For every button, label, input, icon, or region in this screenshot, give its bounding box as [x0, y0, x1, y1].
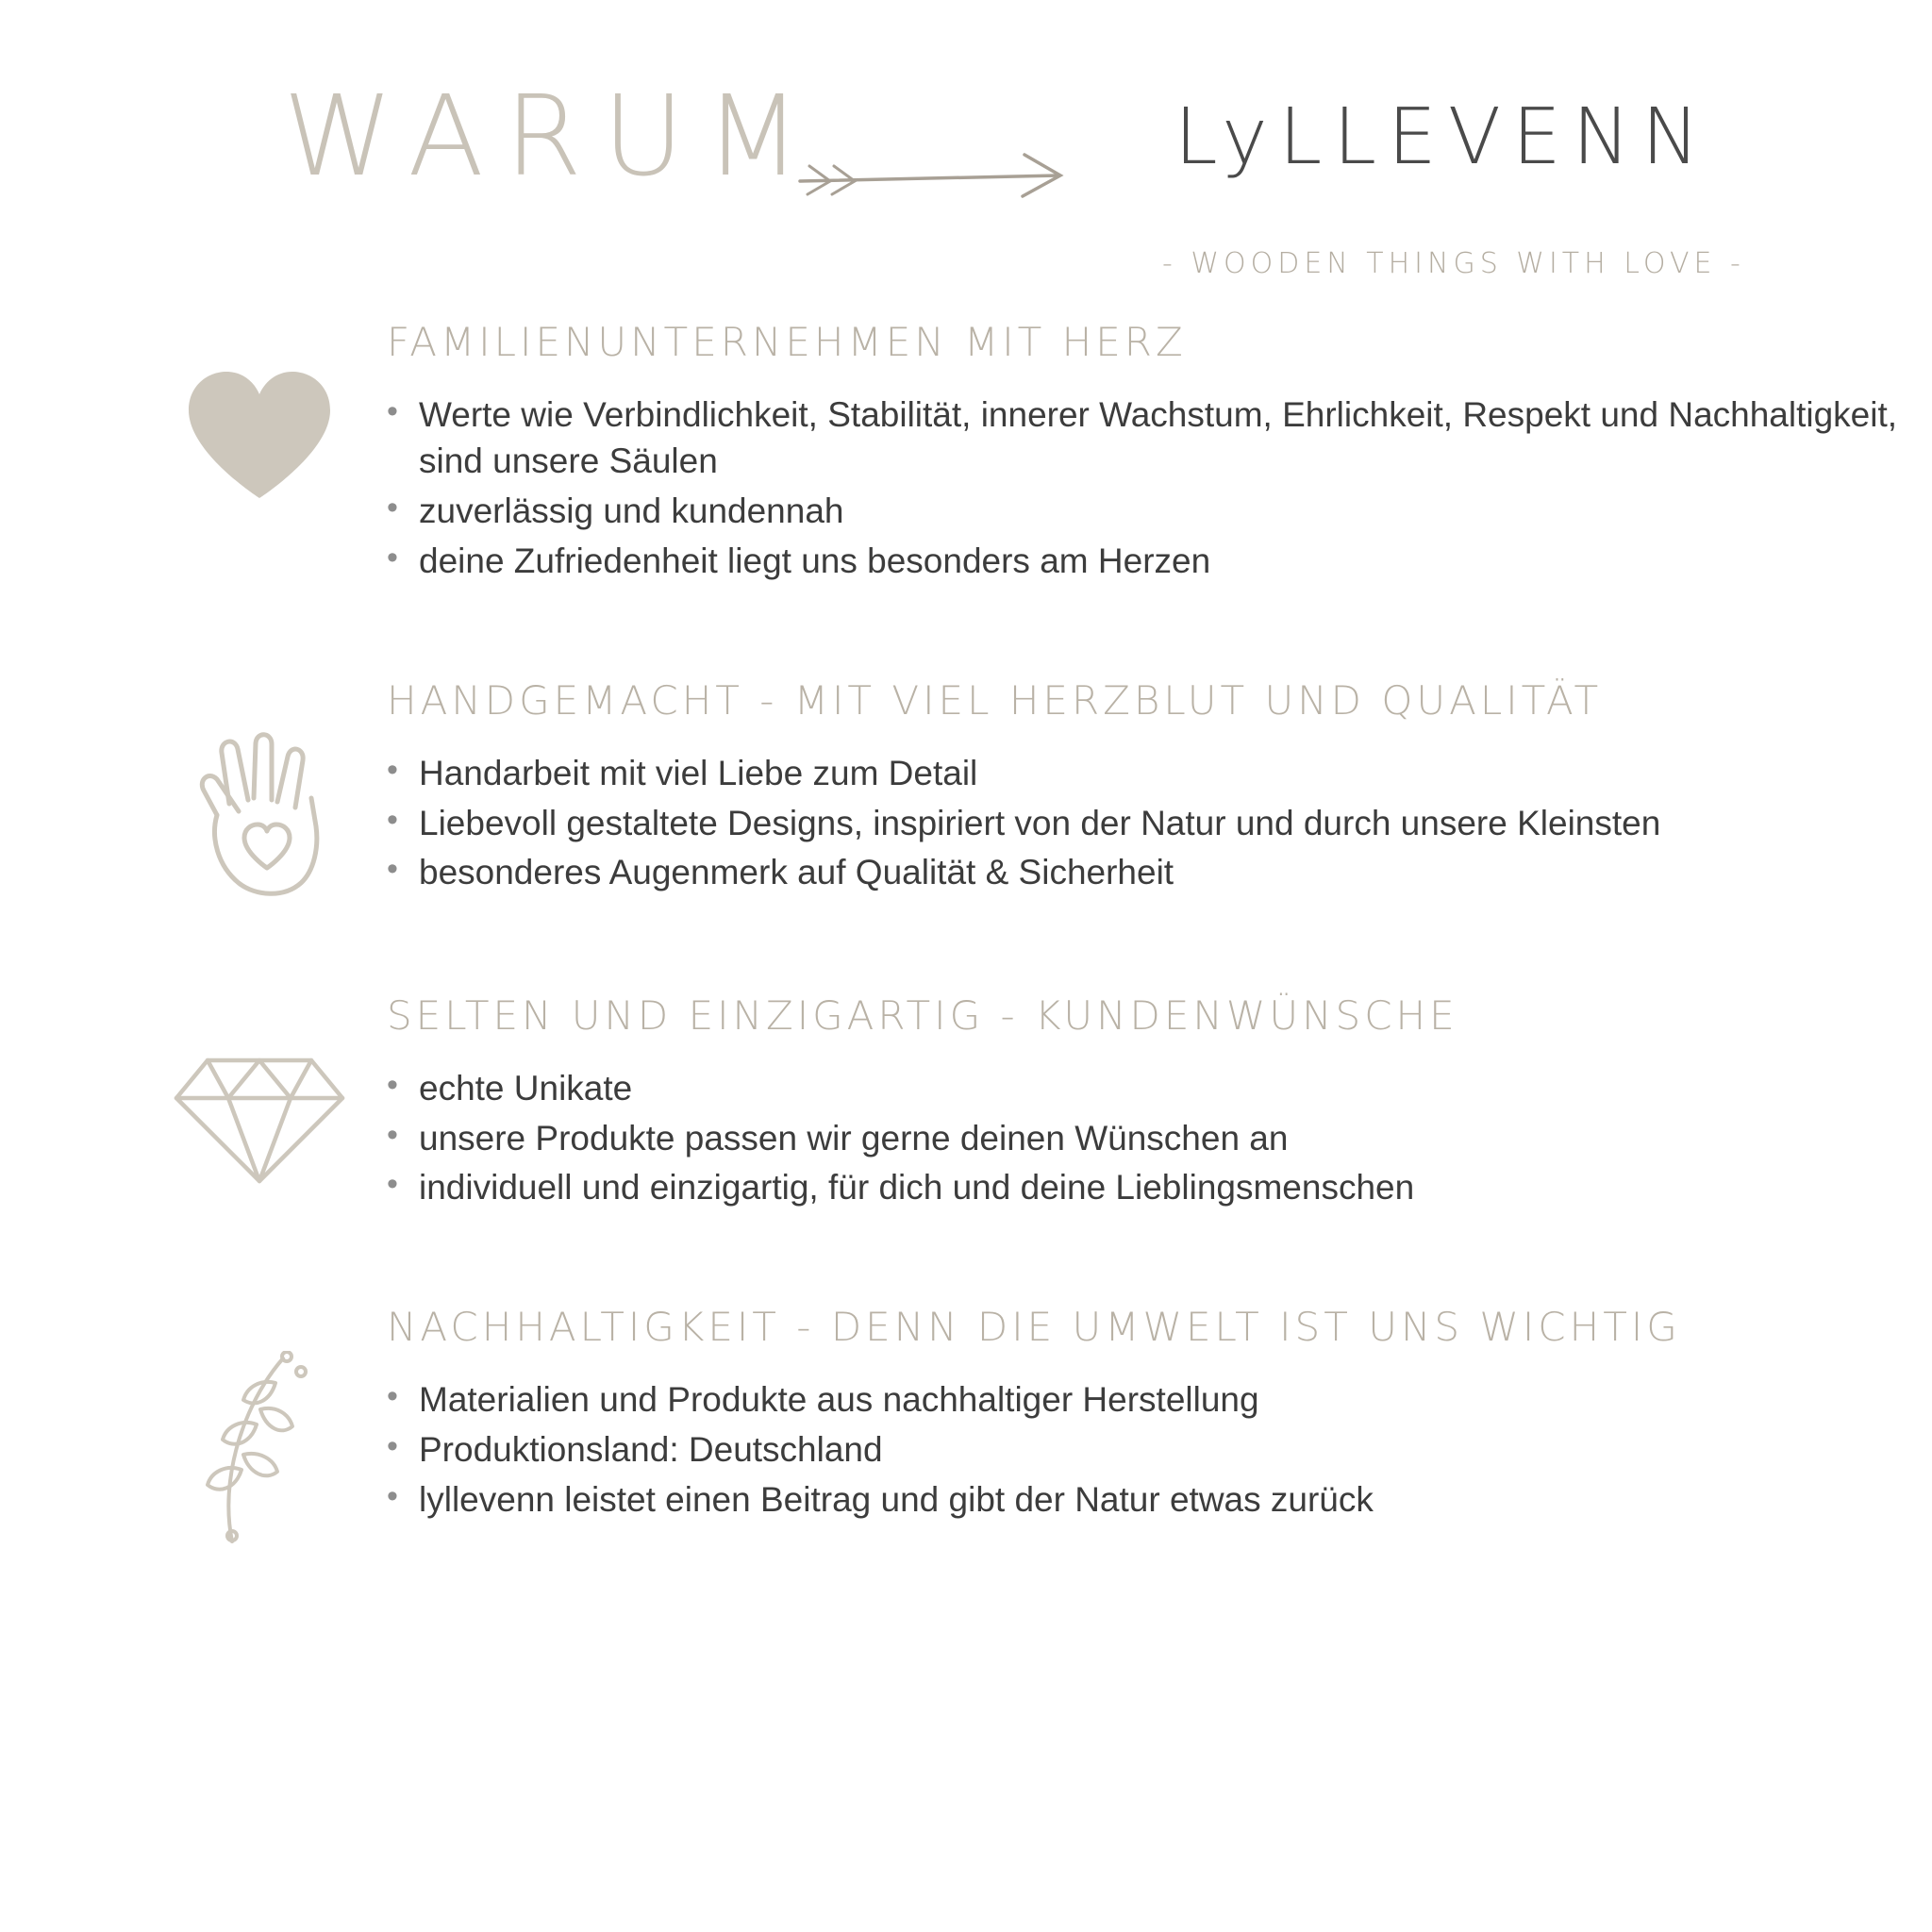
list-item: • Liebevoll gestaltete Designs, inspiriert von der Natur und durch unsere Kleinsten — [387, 801, 1932, 847]
brand-name: LyLLEVENN — [1174, 92, 1711, 182]
section-title: NACHHALTIGKEIT - DENN DIE UMWELT IST UNS WICHTIG — [387, 1304, 1681, 1351]
section-family-text — [377, 321, 1932, 589]
section-handmade-text — [377, 676, 1932, 901]
section-bullets — [387, 751, 1932, 896]
section-sustainability — [0, 1306, 1932, 1549]
section-bullets — [387, 1377, 1932, 1523]
section-title: FAMILIENUNTERNEHMEN MIT HERZ — [387, 319, 1187, 365]
section-unique-text — [377, 991, 1932, 1216]
brand-tagline: - WOODEN THINGS WITH LOVE - — [1162, 247, 1745, 280]
list-item: • Werte wie Verbindlichkeit, Stabilität, innerer Wachstum, Ehrlichkeit, Respekt und Nachhaltigkeit, sind unsere Säulen — [387, 392, 1932, 485]
section-handmade — [0, 676, 1932, 904]
section-bullets — [387, 392, 1932, 584]
list-item: • lyllevenn leistet einen Beitrag und gibt der Natur etwas zurück — [387, 1477, 1932, 1524]
section-bullets — [387, 1066, 1932, 1211]
list-item: • deine Zufriedenheit liegt uns besonders am Herzen — [387, 539, 1932, 585]
list-item: • echte Unikate — [387, 1066, 1932, 1112]
sections-list — [0, 321, 1932, 1549]
leaf-branch-icon — [142, 1306, 377, 1549]
section-title: HANDGEMACHT - MIT VIEL HERZBLUT UND QUALITÄT — [387, 676, 1603, 724]
list-item: • zuverlässig und kundennah — [387, 489, 1932, 535]
list-item: • Handarbeit mit viel Liebe zum Detail — [387, 751, 1932, 797]
list-item: • unsere Produkte passen wir gerne deinen Wünschen an — [387, 1116, 1932, 1162]
list-item: • besonderes Augenmerk auf Qualität & Sicherheit — [387, 850, 1932, 896]
hand-with-heart-icon — [142, 679, 377, 904]
list-item: • individuell und einzigartig, für dich und deine Lieblingsmenschen — [387, 1165, 1932, 1211]
list-item: • Produktionsland: Deutschland — [387, 1427, 1932, 1474]
section-sustainability-text — [377, 1306, 1932, 1527]
list-item: • Materialien und Produkte aus nachhaltiger Herstellung — [387, 1377, 1932, 1424]
page-title: WARUM — [283, 71, 823, 201]
section-unique — [0, 991, 1932, 1216]
section-family — [0, 321, 1932, 589]
page-header — [0, 0, 1932, 311]
arrow-right-icon — [792, 151, 1075, 208]
section-title: SELTEN UND EINZIGARTIG - KUNDENWÜNSCHE — [387, 991, 1458, 1039]
diamond-icon — [142, 994, 377, 1191]
heart-icon — [142, 321, 377, 508]
